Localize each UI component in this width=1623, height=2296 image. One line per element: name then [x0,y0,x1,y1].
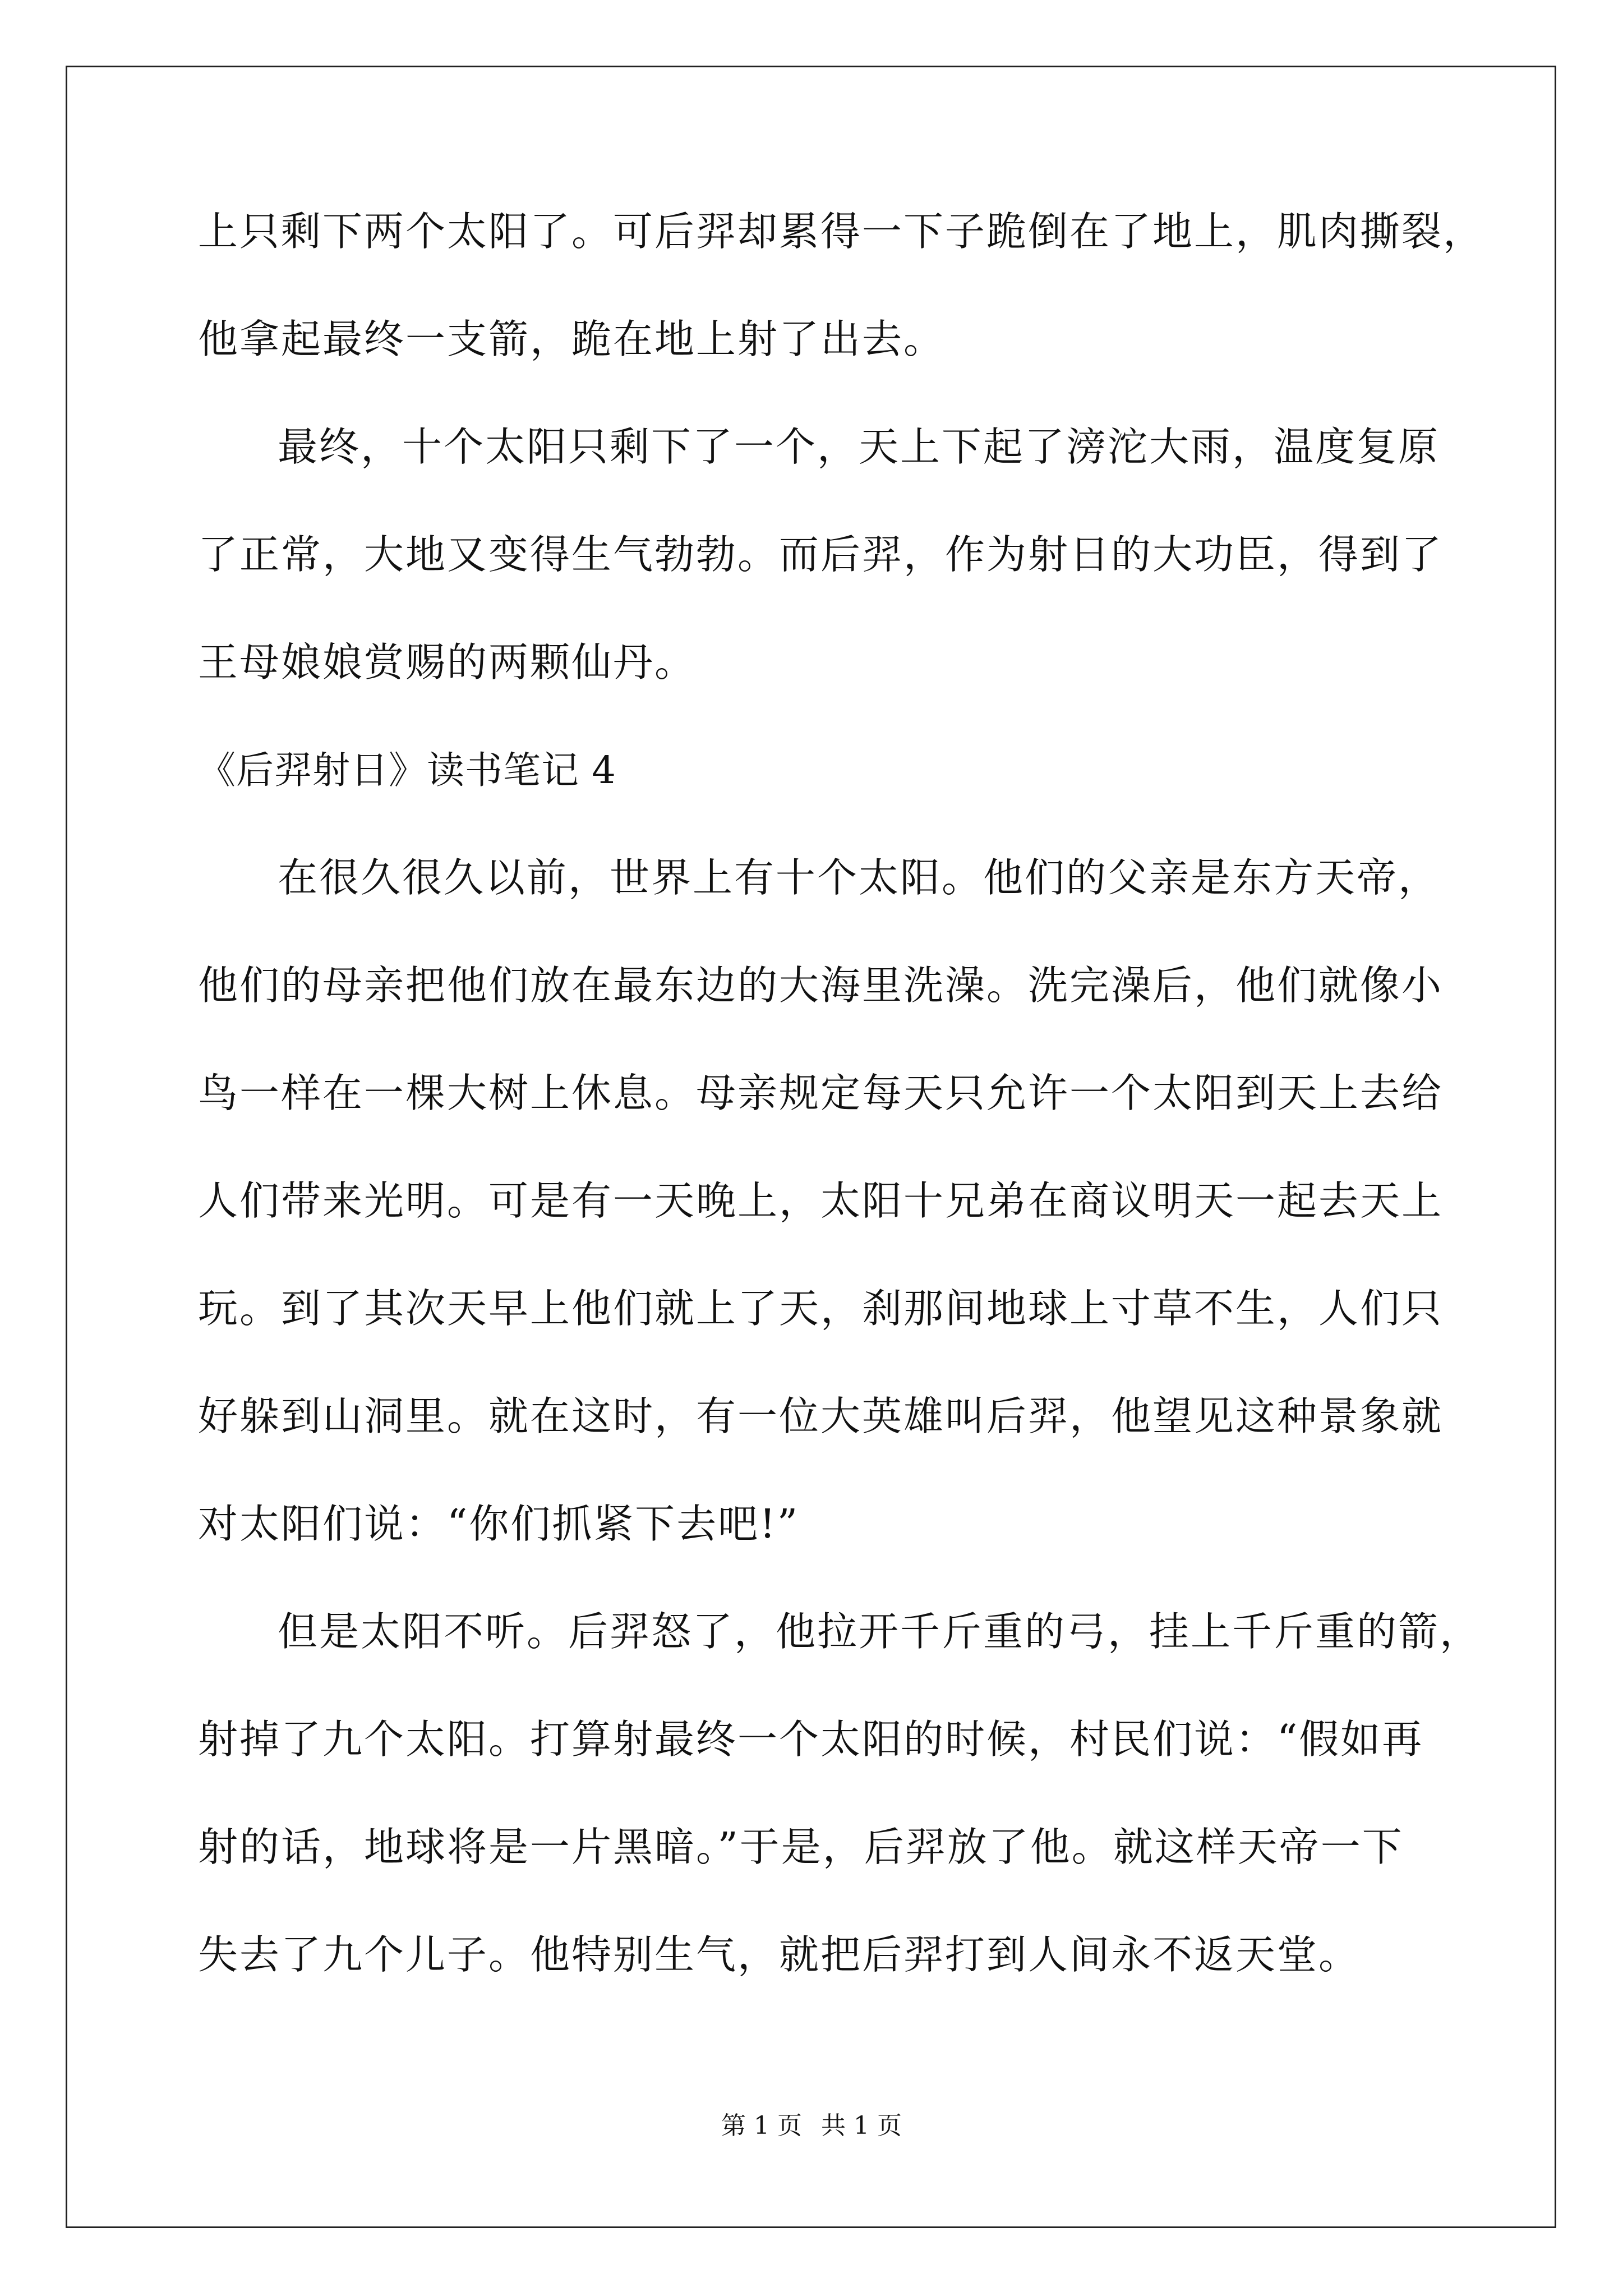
paragraph-line: 最终，十个太阳只剩下了一个，天上下起了滂沱大雨，温度复原 [278,424,1440,470]
paragraph-line: 鸟一样在一棵大树上休息。母亲规定每天只允许一个太阳到天上去给 [198,1070,1444,1116]
paragraph-line: 人们带来光明。可是有一天晚上，太阳十兄弟在商议明天一起去天上 [198,1177,1444,1224]
document-body [198,206,1485,2037]
paragraph-line: 射掉了九个太阳。打算射最终一个太阳的时候，村民们说：“假如再 [198,1716,1424,1763]
paragraph-line: 王母娘娘赏赐的两颗仙丹。 [198,639,697,685]
page-number: 第 1 页 [721,2111,802,2140]
paragraph-line: 他拿起最终一支箭，跪在地上射了出去。 [198,316,946,362]
paragraph-line: 上只剩下两个太阳了。可后羿却累得一下子跪倒在了地上，肌肉撕裂， [198,208,1485,255]
paragraph-line: 但是太阳不听。后羿怒了，他拉开千斤重的弓，挂上千斤重的箭， [278,1608,1482,1655]
page-footer [0,2112,1623,2140]
page-total: 共 1 页 [821,2111,902,2140]
paragraph-line: 在很久很久以前，世界上有十个太阳。他们的父亲是东方天帝， [278,854,1440,901]
paragraph-line: 失去了九个儿子。他特别生气，就把后羿打到人间永不返天堂。 [198,1931,1361,1978]
paragraph-line: 射的话，地球将是一片黑暗。”于是，后羿放了他。就这样天帝一下 [198,1824,1404,1870]
paragraph-line: 了正常，大地又变得生气勃勃。而后羿，作为射日的大功臣，得到了 [198,531,1444,578]
paragraph-line: 对太阳们说：“你们抓紧下去吧!” [198,1501,800,1547]
paragraph-line: 他们的母亲把他们放在最东边的大海里洗澡。洗完澡后，他们就像小 [198,962,1444,1009]
paragraph-line: 好躲到山洞里。就在这时，有一位大英雄叫后羿，他望见这种景象就 [198,1393,1444,1439]
section-heading: 《后羿射日》读书笔记 4 [198,748,616,792]
paragraph-line: 玩。到了其次天早上他们就上了天，刹那间地球上寸草不生，人们只 [198,1285,1444,1332]
